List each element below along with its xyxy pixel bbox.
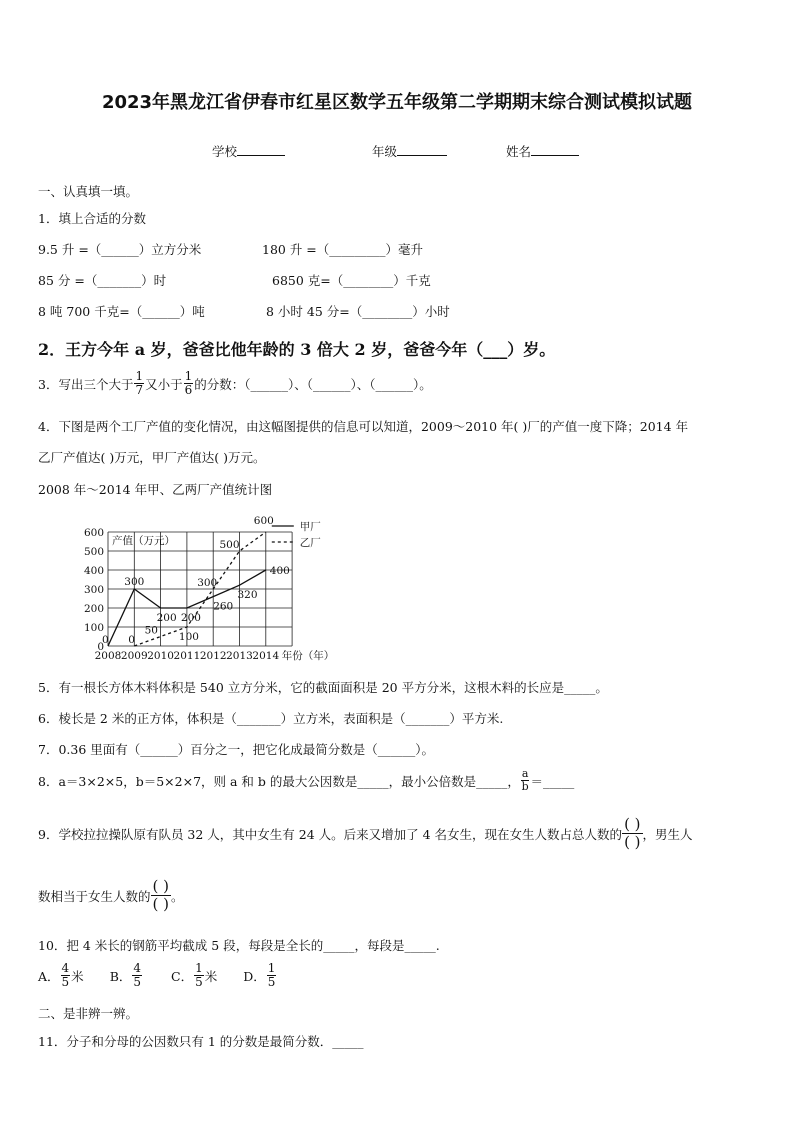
y-tick-label: 0 bbox=[97, 641, 104, 653]
data-label: 0 bbox=[102, 634, 109, 646]
y-tick-label: 300 bbox=[83, 584, 104, 596]
line-chart bbox=[70, 504, 380, 664]
q6-text: 6．棱长是 2 米的正方体，体积是（_______）立方米，表面积是（_______）平方米. bbox=[38, 711, 504, 726]
legend-label-yi: 乙厂 bbox=[299, 537, 321, 549]
data-label: 300 bbox=[124, 576, 145, 588]
q3-fraction-1: $\frac{1}{7}$ bbox=[135, 369, 144, 397]
x-tick-label: 2008 bbox=[94, 650, 122, 662]
data-label: 320 bbox=[237, 589, 258, 602]
x-axis-title: 年份（年） bbox=[281, 650, 335, 662]
name-blank[interactable] bbox=[531, 155, 579, 156]
q9-paren-fraction-2: ( ) ( ) bbox=[152, 877, 169, 913]
x-tick-label: 2014 bbox=[252, 650, 280, 662]
y-axis-title: 产值（万元） bbox=[112, 535, 175, 547]
q5-text: 5．有一根长方体木料体积是 540 立方分米，它的截面面积是 20 平方分米，这根木料的长应是_____。 bbox=[38, 680, 608, 695]
q1-row2-b: 6850 克=（________）千克 bbox=[272, 273, 431, 288]
q1-row3-b: 8 小时 45 分=（________）小时 bbox=[266, 304, 450, 319]
q8-pre: 8．a＝3×2×5，b＝5×2×7，则 a 和 b 的最大公因数是_____，最小公倍数是_____， bbox=[38, 773, 520, 789]
q10-option-d[interactable]: D． $\frac{1}{5}$ bbox=[243, 961, 276, 989]
data-label: 600 bbox=[253, 515, 274, 527]
q10-option-b-fraction: $\frac{4}{5}$ bbox=[133, 961, 142, 989]
data-label: 0 bbox=[128, 634, 135, 646]
x-tick-label: 2011 bbox=[173, 650, 201, 662]
q10-option-a-fraction: $\frac{4}{5}$ bbox=[61, 961, 70, 989]
q9-line2-end: 。 bbox=[171, 888, 184, 904]
data-label: 400 bbox=[269, 565, 290, 577]
school-field[interactable] bbox=[212, 142, 285, 160]
y-tick-label: 200 bbox=[83, 603, 104, 615]
name-label: 姓名 bbox=[506, 144, 532, 159]
q8-fraction: $\frac{a}{b}$ bbox=[521, 767, 529, 793]
q3-mid: 又小于 bbox=[145, 376, 183, 392]
q9-line1-end: ，男生人 bbox=[642, 826, 693, 842]
page-title: 2023年黑龙江省伊春市红星区数学五年级第二学期期末综合测试模拟试题 bbox=[101, 92, 693, 113]
q10-option-c[interactable]: C． $\frac{1}{5}$ 米 bbox=[171, 961, 218, 989]
q10-option-b[interactable]: B． $\frac{4}{5}$ bbox=[109, 961, 142, 989]
y-tick-label: 100 bbox=[83, 622, 104, 634]
grade-field[interactable] bbox=[372, 142, 447, 160]
section-1-heading: 一、认真填一填。 bbox=[38, 184, 139, 199]
q1-row1-a: 9.5 升 =（______）立方分米 bbox=[38, 242, 202, 257]
q10-options bbox=[38, 962, 277, 989]
q1-row2-a: 85 分 =（_______）时 bbox=[38, 273, 167, 288]
data-label: 200 bbox=[180, 612, 201, 624]
y-tick-label: 600 bbox=[83, 527, 104, 539]
x-tick-label: 2010 bbox=[147, 650, 174, 662]
grade-label: 年级 bbox=[372, 144, 398, 159]
school-label: 学校 bbox=[212, 144, 238, 159]
data-label: 100 bbox=[178, 631, 199, 643]
q1-stem: 1．填上合适的分数 bbox=[38, 211, 146, 226]
grade-blank[interactable] bbox=[397, 155, 447, 156]
q11-text: 11．分子和分母的公因数只有 1 的分数是最简分数．_____ bbox=[38, 1034, 364, 1049]
q10-stem: 10．把 4 米长的钢筋平均截成 5 段，每段是全长的_____，每段是_____. bbox=[38, 938, 440, 953]
y-tick-label: 400 bbox=[83, 565, 104, 577]
q2-text: 2．王方今年 a 岁，爸爸比他年龄的 3 倍大 2 岁，爸爸今年（___）岁。 bbox=[38, 340, 556, 359]
data-label: 260 bbox=[213, 600, 234, 613]
q9-line1 bbox=[38, 816, 693, 851]
q4-line2: 乙厂产值达( )万元，甲厂产值达( )万元。 bbox=[38, 450, 266, 465]
q1-row3-a: 8 吨 700 千克=（______）吨 bbox=[38, 304, 205, 319]
q3-pre: 3．写出三个大于 bbox=[38, 376, 134, 392]
chart-axes bbox=[84, 527, 334, 662]
q10-option-d-fraction: $\frac{1}{5}$ bbox=[267, 961, 276, 989]
x-tick-label: 2013 bbox=[226, 650, 253, 662]
chart-grid bbox=[108, 532, 292, 646]
x-tick-label: 2012 bbox=[199, 650, 227, 662]
name-field[interactable] bbox=[506, 142, 579, 160]
q8-post: ＝_____ bbox=[530, 773, 575, 789]
y-tick-label: 500 bbox=[83, 546, 104, 558]
q4-line1: 4．下图是两个工厂产值的变化情况，由这幅图提供的信息可以知道，2009～2010 年( )厂的产值一度下降；2014 年 bbox=[38, 419, 689, 434]
q9-line1-text: 9．学校拉拉操队原有队员 32 人，其中女生有 24 人。后来又增加了 4 名女生，现在女生人数占总人数的 bbox=[38, 826, 623, 842]
q1-row1-b: 180 升 =（_________）毫升 bbox=[262, 242, 424, 257]
data-label: 300 bbox=[197, 577, 218, 589]
q10-option-a[interactable]: A． $\frac{4}{5}$ 米 bbox=[38, 961, 84, 989]
q9-line2 bbox=[38, 878, 184, 913]
school-blank[interactable] bbox=[237, 155, 285, 156]
data-label: 500 bbox=[219, 539, 240, 551]
chart-legend bbox=[272, 521, 321, 549]
legend-label-jia: 甲厂 bbox=[299, 521, 321, 533]
q8 bbox=[38, 768, 574, 793]
q10-option-c-fraction: $\frac{1}{5}$ bbox=[195, 961, 203, 989]
q7-text: 7．0.36 里面有（______）百分之一，把它化成最简分数是（______）。 bbox=[38, 742, 435, 757]
q9-paren-fraction-1: ( ) ( ) bbox=[624, 815, 641, 851]
data-label: 50 bbox=[144, 624, 158, 637]
data-label: 200 bbox=[156, 612, 177, 624]
q9-line2-text: 数相当于女生人数的 bbox=[38, 888, 151, 904]
q3-fraction-2: $\frac{1}{6}$ bbox=[184, 369, 193, 397]
q3-post: 的分数：（______）、（______）、（______）。 bbox=[194, 376, 432, 392]
x-tick-label: 2009 bbox=[120, 650, 148, 662]
section-2-heading: 二、是非辨一辨。 bbox=[38, 1006, 139, 1021]
chart-title: 2008 年～2014 年甲、乙两厂产值统计图 bbox=[38, 482, 273, 497]
q3 bbox=[38, 370, 432, 397]
